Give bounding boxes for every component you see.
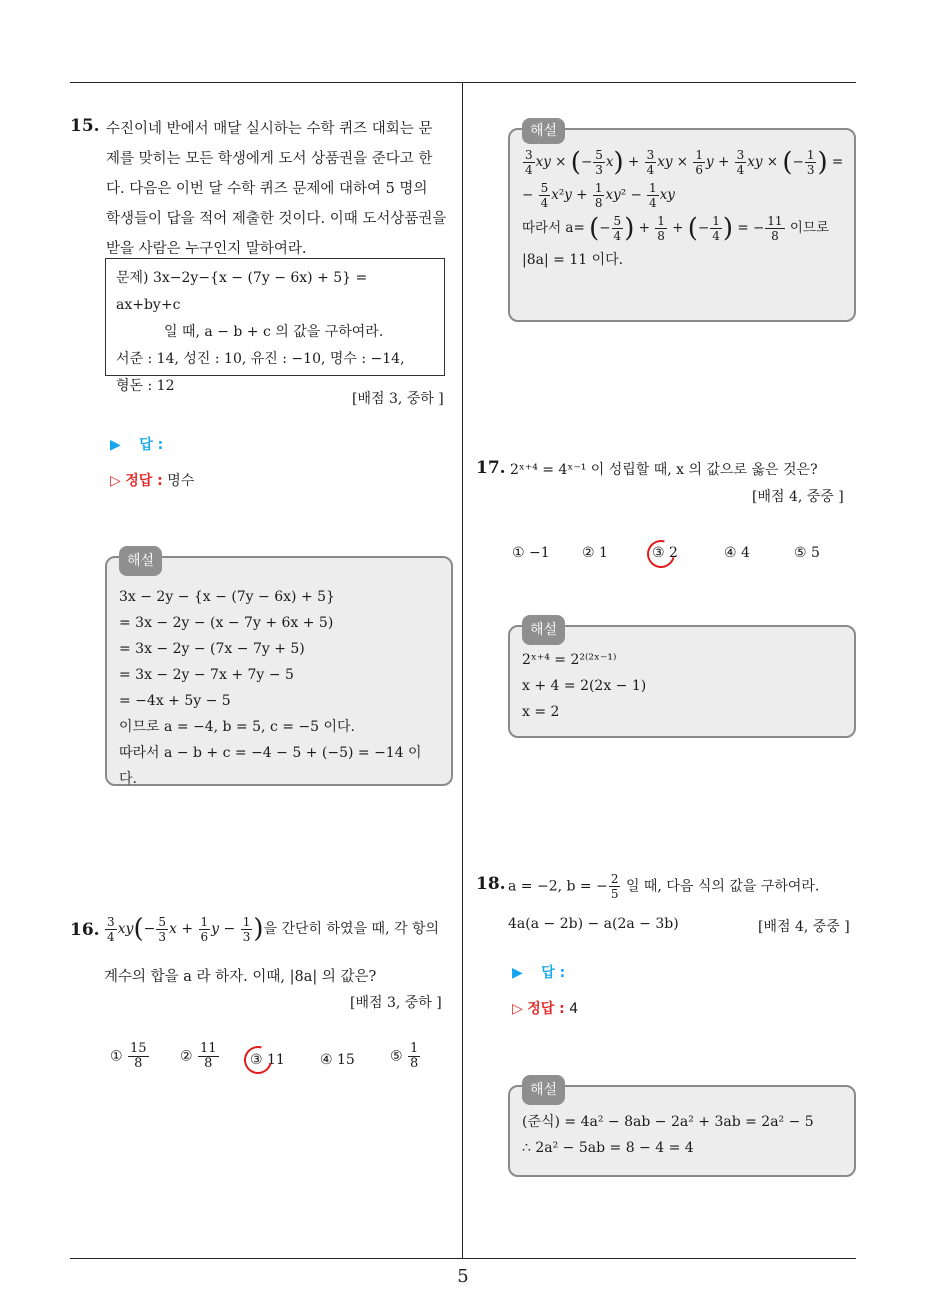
q15-question xyxy=(106,114,456,264)
outline-triangle-icon: ▷ xyxy=(512,1001,523,1017)
q16-expl-line4: |8a| = 11 이다. xyxy=(522,252,624,268)
q15-line: 학생들이 답을 적어 제출한 것이다. 이때 도서상품권을 xyxy=(106,211,447,227)
q15-line: 받을 사람은 누구인지 말하여라. xyxy=(106,241,307,257)
q15-box-line: 형돈 : 12 xyxy=(116,378,175,394)
q17-expl-line: 2ˣ⁺⁴ = 2²⁽²ˣ⁻¹⁾ xyxy=(522,652,617,668)
q15-explanation-tag: 해설 xyxy=(119,546,162,576)
q16-choice-3[interactable]: ③ 11 xyxy=(250,1052,285,1068)
q15-explanation-box xyxy=(105,553,453,787)
q15-answer-row xyxy=(110,434,163,454)
q15-correct-label: 정답 : xyxy=(125,473,163,489)
page-number: 5 xyxy=(457,1266,469,1287)
q15-expl-line: = 3x − 2y − (7x − 7y + 5) xyxy=(119,641,305,657)
q15-correct-value: 명수 xyxy=(167,473,195,489)
play-triangle-icon: ▶ xyxy=(512,965,523,981)
top-rule xyxy=(70,82,856,83)
q17-number: 17. xyxy=(476,458,506,478)
q15-expl-line: = 3x − 2y − (x − 7y + 6x + 5) xyxy=(119,615,334,631)
q16-frac: $\frac{1}{6}$ xyxy=(200,914,209,944)
q16-expl-line1: $\frac{3}{4}$ xy × (− $\frac{5}{3}$ x) + $\frac{3}{4}$ xy × $\frac{1}{6}$ y + $\frac{3}{4}$ xy × (− $\frac{1}{3}$ ) = xyxy=(525,147,844,178)
q16-line1-tail: 을 간단히 하였을 때, 각 항의 xyxy=(263,921,439,937)
q16-explanation-tag: 해설 xyxy=(522,118,565,144)
q16-score: [배점 3, 중하 ] xyxy=(350,995,442,1011)
q15-box-line: 일 때, a − b + c 의 값을 구하여라. xyxy=(164,324,384,340)
q17-expl-line: x + 4 = 2(2x − 1) xyxy=(522,678,647,694)
q15-box-line: 문제) 3x−2y−{x − (7y − 6x) + 5} = ax+by+c xyxy=(116,270,368,313)
q18-explanation-tag: 해설 xyxy=(522,1075,565,1105)
q15-expl-line: 3x − 2y − {x − (7y − 6x) + 5} xyxy=(119,589,335,605)
column-divider xyxy=(462,83,463,1258)
q17-score: [배점 4, 중중 ] xyxy=(752,489,844,505)
q18-expl-line: ∴ 2a² − 5ab = 8 − 4 = 4 xyxy=(522,1140,694,1156)
q15-line: 제를 맞히는 모든 학생에게 도서 상품권을 준다고 한 xyxy=(106,151,433,167)
q18-correct-value: 4 xyxy=(569,1001,579,1017)
q16-choice-1[interactable]: ① $\frac{15}{8}$ xyxy=(110,1041,147,1071)
q15-answer-label: 답 : xyxy=(139,437,164,453)
q15-line: 수진이네 반에서 매달 실시하는 수학 퀴즈 대회는 문 xyxy=(106,121,433,137)
q16-frac: $\frac{5}{3}$ xyxy=(158,914,166,944)
bottom-rule xyxy=(70,1258,856,1259)
q18-answer-row xyxy=(512,962,565,982)
selected-circle-mark xyxy=(239,1041,277,1079)
q17-question: 2ˣ⁺⁴ = 4ˣ⁻¹ 이 성립할 때, x 의 값으로 옳은 것은? xyxy=(510,462,818,478)
q17-explanation-box xyxy=(508,622,856,738)
q15-score: [배점 3, 중하 ] xyxy=(352,391,444,407)
q15-problem-box xyxy=(105,258,445,394)
q17-choice-2[interactable]: ② 1 xyxy=(582,545,608,561)
q16-frac: $\frac{3}{4}$ xyxy=(107,914,115,944)
q15-expl-line: 이므로 a = −4, b = 5, c = −5 이다. xyxy=(119,719,355,735)
q16-expl-line3: 따라서 a= (− $\frac{5}{4}$ ) + $\frac{1}{8}$ + (− $\frac{1}{4}$ ) = − $\frac{11}{8}$ 이므로 xyxy=(522,213,829,244)
q18-expl-line: (준식) = 4a² − 8ab − 2a² + 3ab = 2a² − 5 xyxy=(522,1114,814,1130)
q18-number: 18. xyxy=(476,874,506,894)
q17-explanation-tag: 해설 xyxy=(522,615,565,645)
q16-number: 16. xyxy=(70,920,100,940)
q18-correct-label: 정답 : xyxy=(527,1001,565,1017)
q16-choice-2[interactable]: ② $\frac{11}{8}$ xyxy=(180,1041,217,1071)
q15-expl-line: 따라서 a − b + c = −4 − 5 + (−5) = −14 이다. xyxy=(119,745,422,787)
q17-choice-4[interactable]: ④ 4 xyxy=(724,545,750,561)
q16-question-line1: $\frac{3}{4}$ xy(− $\frac{5}{3}$ x + $\frac{1}{6}$ y − $\frac{1}{3}$ )을 간단히 하였을 때, 각 항의 xyxy=(107,914,439,944)
q16-explanation-box xyxy=(508,123,856,322)
q17-choice-1[interactable]: ① −1 xyxy=(512,545,550,561)
q15-correct-row xyxy=(110,470,194,490)
q15-expl-line: = −4x + 5y − 5 xyxy=(119,693,231,709)
q18-explanation-box xyxy=(508,1082,856,1177)
q18-question-line1: a = −2, b = − $\frac{2}{5}$ 일 때, 다음 식의 값을 구하여라. xyxy=(508,872,820,901)
q16-choice-5[interactable]: ⑤ $\frac{1}{8}$ xyxy=(390,1041,419,1071)
q16-frac: $\frac{1}{3}$ xyxy=(242,914,251,944)
q18-question-line2: 4a(a − 2b) − a(2a − 3b) xyxy=(508,916,679,932)
q18-line1-pre: a = −2, b = − xyxy=(508,878,608,895)
q18-line1-post: 일 때, 다음 식의 값을 구하여라. xyxy=(625,878,820,895)
q15-expl-line: = 3x − 2y − 7x + 7y − 5 xyxy=(119,667,294,683)
q15-box-line: 서준 : 14, 성진 : 10, 유진 : −10, 명수 : −14, xyxy=(116,351,405,367)
q16-expl-line2: − $\frac{5}{4}$ x²y + $\frac{1}{8}$ xy² − $\frac{1}{4}$ xy xyxy=(522,181,675,210)
play-triangle-icon: ▶ xyxy=(110,437,121,453)
selected-circle-mark xyxy=(642,535,680,573)
q15-number: 15. xyxy=(70,116,100,136)
q16-term: xy xyxy=(117,921,134,937)
outline-triangle-icon: ▷ xyxy=(110,473,121,489)
q17-expl-line: x = 2 xyxy=(522,704,560,720)
q16-question-line2: 계수의 합을 a 라 하자. 이때, |8a| 의 값은? xyxy=(104,969,377,985)
q15-line: 다. 다음은 이번 달 수학 퀴즈 문제에 대하여 5 명의 xyxy=(106,181,428,197)
q18-score: [배점 4, 중중 ] xyxy=(758,919,850,935)
q18-correct-row xyxy=(512,998,578,1018)
q17-choice-3[interactable]: ③ 2 xyxy=(652,545,678,561)
q17-choice-5[interactable]: ⑤ 5 xyxy=(794,545,820,561)
q16-choice-4[interactable]: ④ 15 xyxy=(320,1052,355,1068)
q18-answer-label: 답 : xyxy=(541,965,566,981)
